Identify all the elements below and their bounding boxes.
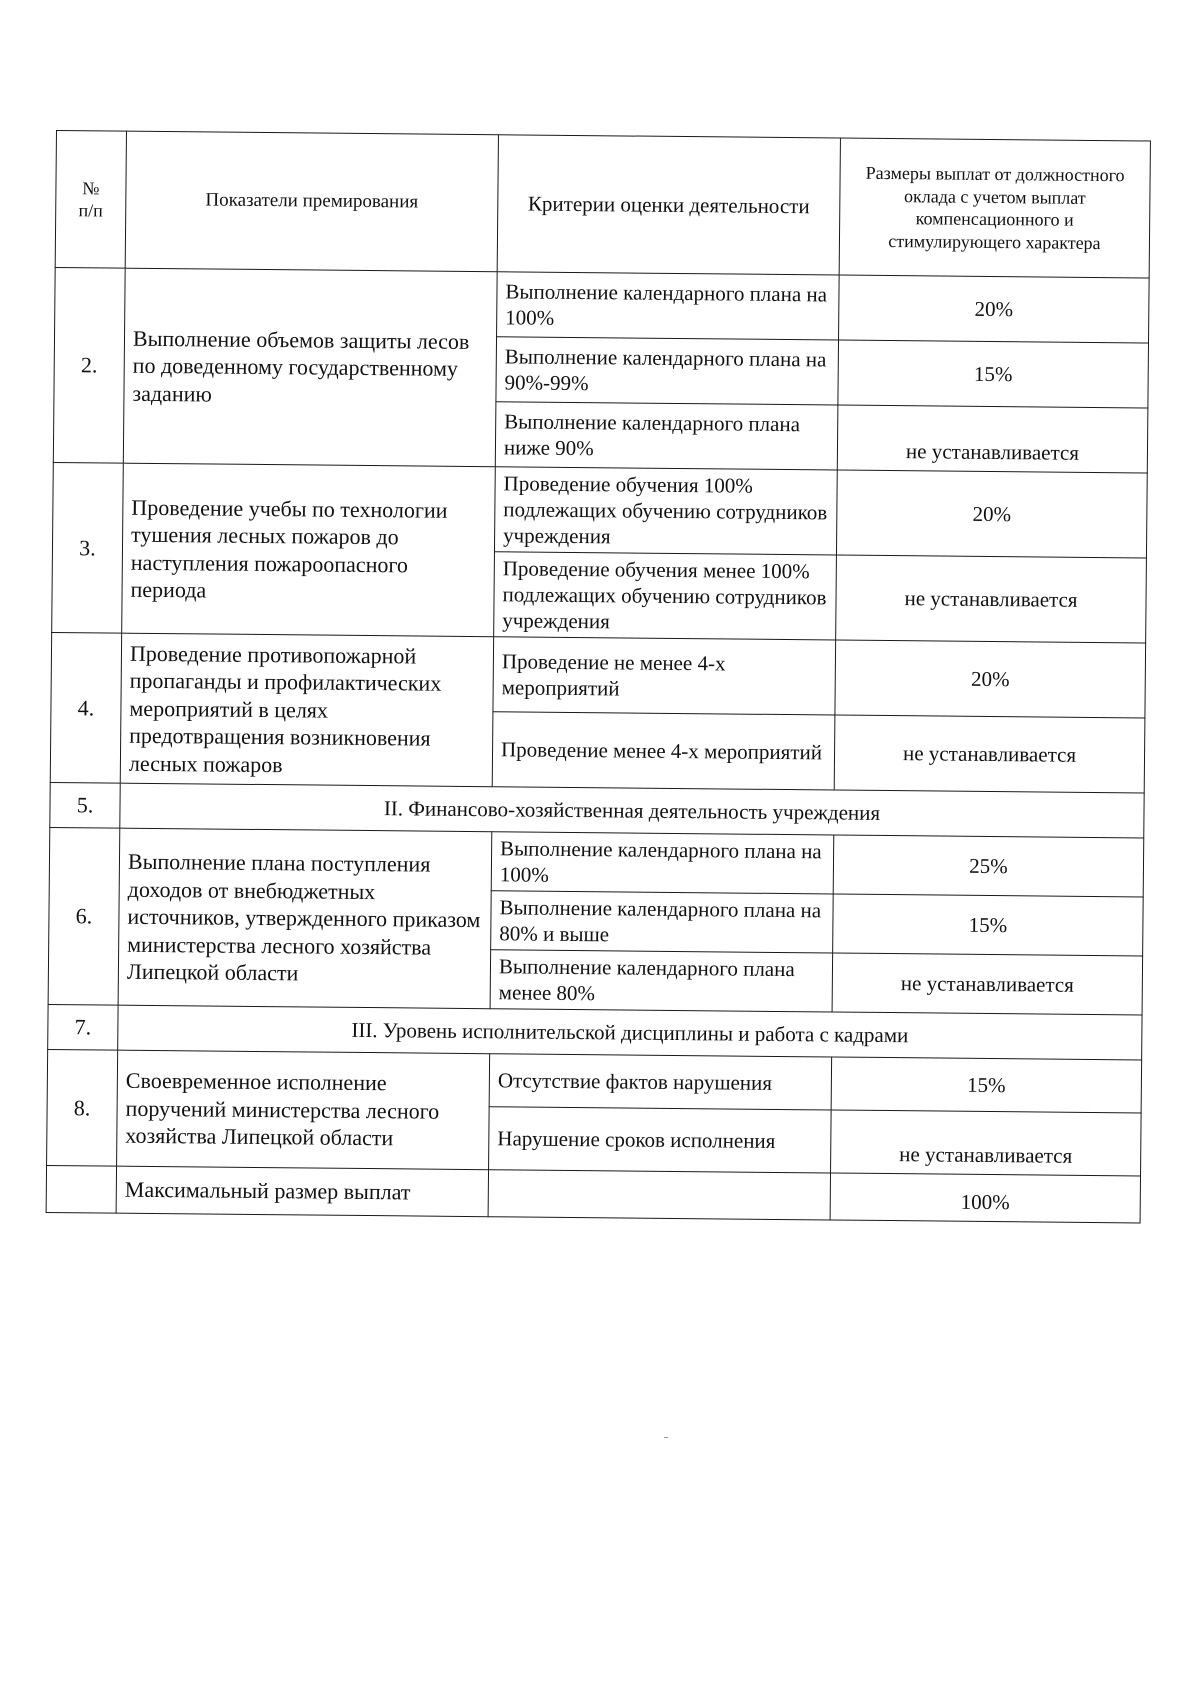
row-number: 5. (50, 782, 120, 828)
row-number: 7. (48, 1004, 118, 1050)
criteria-cell: Выполнение календарного плана на 100% (491, 832, 834, 894)
payment-cell: не устанавливается (831, 1110, 1142, 1176)
total-payment: 100% (830, 1173, 1140, 1223)
payment-cell: 15% (833, 894, 1144, 956)
indicator-cell: Проведение учебы по технологии тушения лесных пожаров до наступления пожароопасного периода (122, 463, 496, 637)
payment-cell: 20% (835, 640, 1146, 718)
payment-cell: не устанавливается (837, 405, 1148, 473)
criteria-cell: Нарушение сроков исполнения (489, 1107, 832, 1173)
table-header-row (55, 131, 1150, 278)
criteria-cell: Выполнение календарного плана на 80% и выше (491, 891, 834, 953)
payment-cell: 15% (831, 1057, 1141, 1113)
criteria-cell: Проведение обучения менее 100% подлежащих обучению сотрудников учреждения (494, 552, 837, 640)
header-number-text: № п/п (78, 177, 103, 221)
header-criteria: Критерии оценки деятельности (497, 135, 840, 275)
indicator-cell: Выполнение плана поступления доходов от внебюджетных источников, утвержденного приказом министерства лесного хозяйства Липецкой области (118, 828, 492, 1009)
indicator-cell: Выполнение объемов защиты лесов по доведенному государственному заданию (123, 268, 497, 467)
indicator-cell: Своевременное исполнение поручений министерства лесного хозяйства Липецкой области (117, 1050, 490, 1170)
section-title: II. Финансово-хозяйственная деятельность учреждения (120, 783, 1144, 838)
payment-cell: не устанавливается (834, 715, 1145, 793)
header-number (55, 131, 126, 269)
criteria-cell: Проведение менее 4-х мероприятий (492, 712, 835, 790)
payment-cell: не устанавливается (836, 555, 1147, 643)
criteria-cell: Выполнение календарного плана на 100% (497, 272, 840, 340)
table-row (52, 462, 1147, 557)
table-row (55, 267, 1150, 342)
section-title: III. Уровень исполнительской дисциплины и работа с кадрами (118, 1005, 1142, 1060)
criteria-cell: Проведение обучения 100% подлежащих обучению сотрудников учреждения (494, 467, 837, 555)
payment-cell: 25% (833, 835, 1144, 897)
row-number: 3. (52, 462, 124, 633)
payment-cell: не устанавливается (832, 953, 1143, 1015)
criteria-cell: Выполнение календарного плана на 90%-99% (496, 337, 839, 405)
table-row (51, 632, 1146, 717)
criteria-cell: Отсутствие фактов нарушения (489, 1054, 831, 1110)
total-label: Максимальный размер выплат (116, 1166, 488, 1217)
criteria-cell: Проведение не менее 4-х мероприятий (493, 637, 836, 715)
bonus-criteria-table (46, 130, 1151, 1223)
total-criteria-empty (488, 1170, 830, 1220)
criteria-cell: Выполнение календарного плана ниже 90% (495, 402, 838, 470)
row-number: 2. (53, 267, 125, 463)
header-payment: Размеры выплат от должностного оклада с учетом выплат компенсационного и стимулирующего характера (839, 138, 1150, 278)
row-number-empty (46, 1165, 116, 1213)
payment-cell: 15% (838, 340, 1149, 408)
total-row (46, 1165, 1140, 1222)
criteria-cell: Выполнение календарного плана менее 80% (490, 950, 833, 1012)
row-number: 6. (48, 827, 120, 1005)
payment-cell: 20% (836, 470, 1147, 558)
row-number: 8. (47, 1049, 118, 1166)
row-number: 4. (50, 632, 121, 783)
table-row (49, 827, 1144, 896)
header-indicator: Показатели премирования (125, 131, 498, 272)
scan-speck (664, 1437, 668, 1438)
table-row (47, 1049, 1141, 1112)
indicator-cell: Проведение противопожарной пропаганды и профилактических мероприятий в целях предотвращения возникновения лесных пожаров (120, 633, 493, 787)
payment-cell: 20% (839, 275, 1150, 343)
